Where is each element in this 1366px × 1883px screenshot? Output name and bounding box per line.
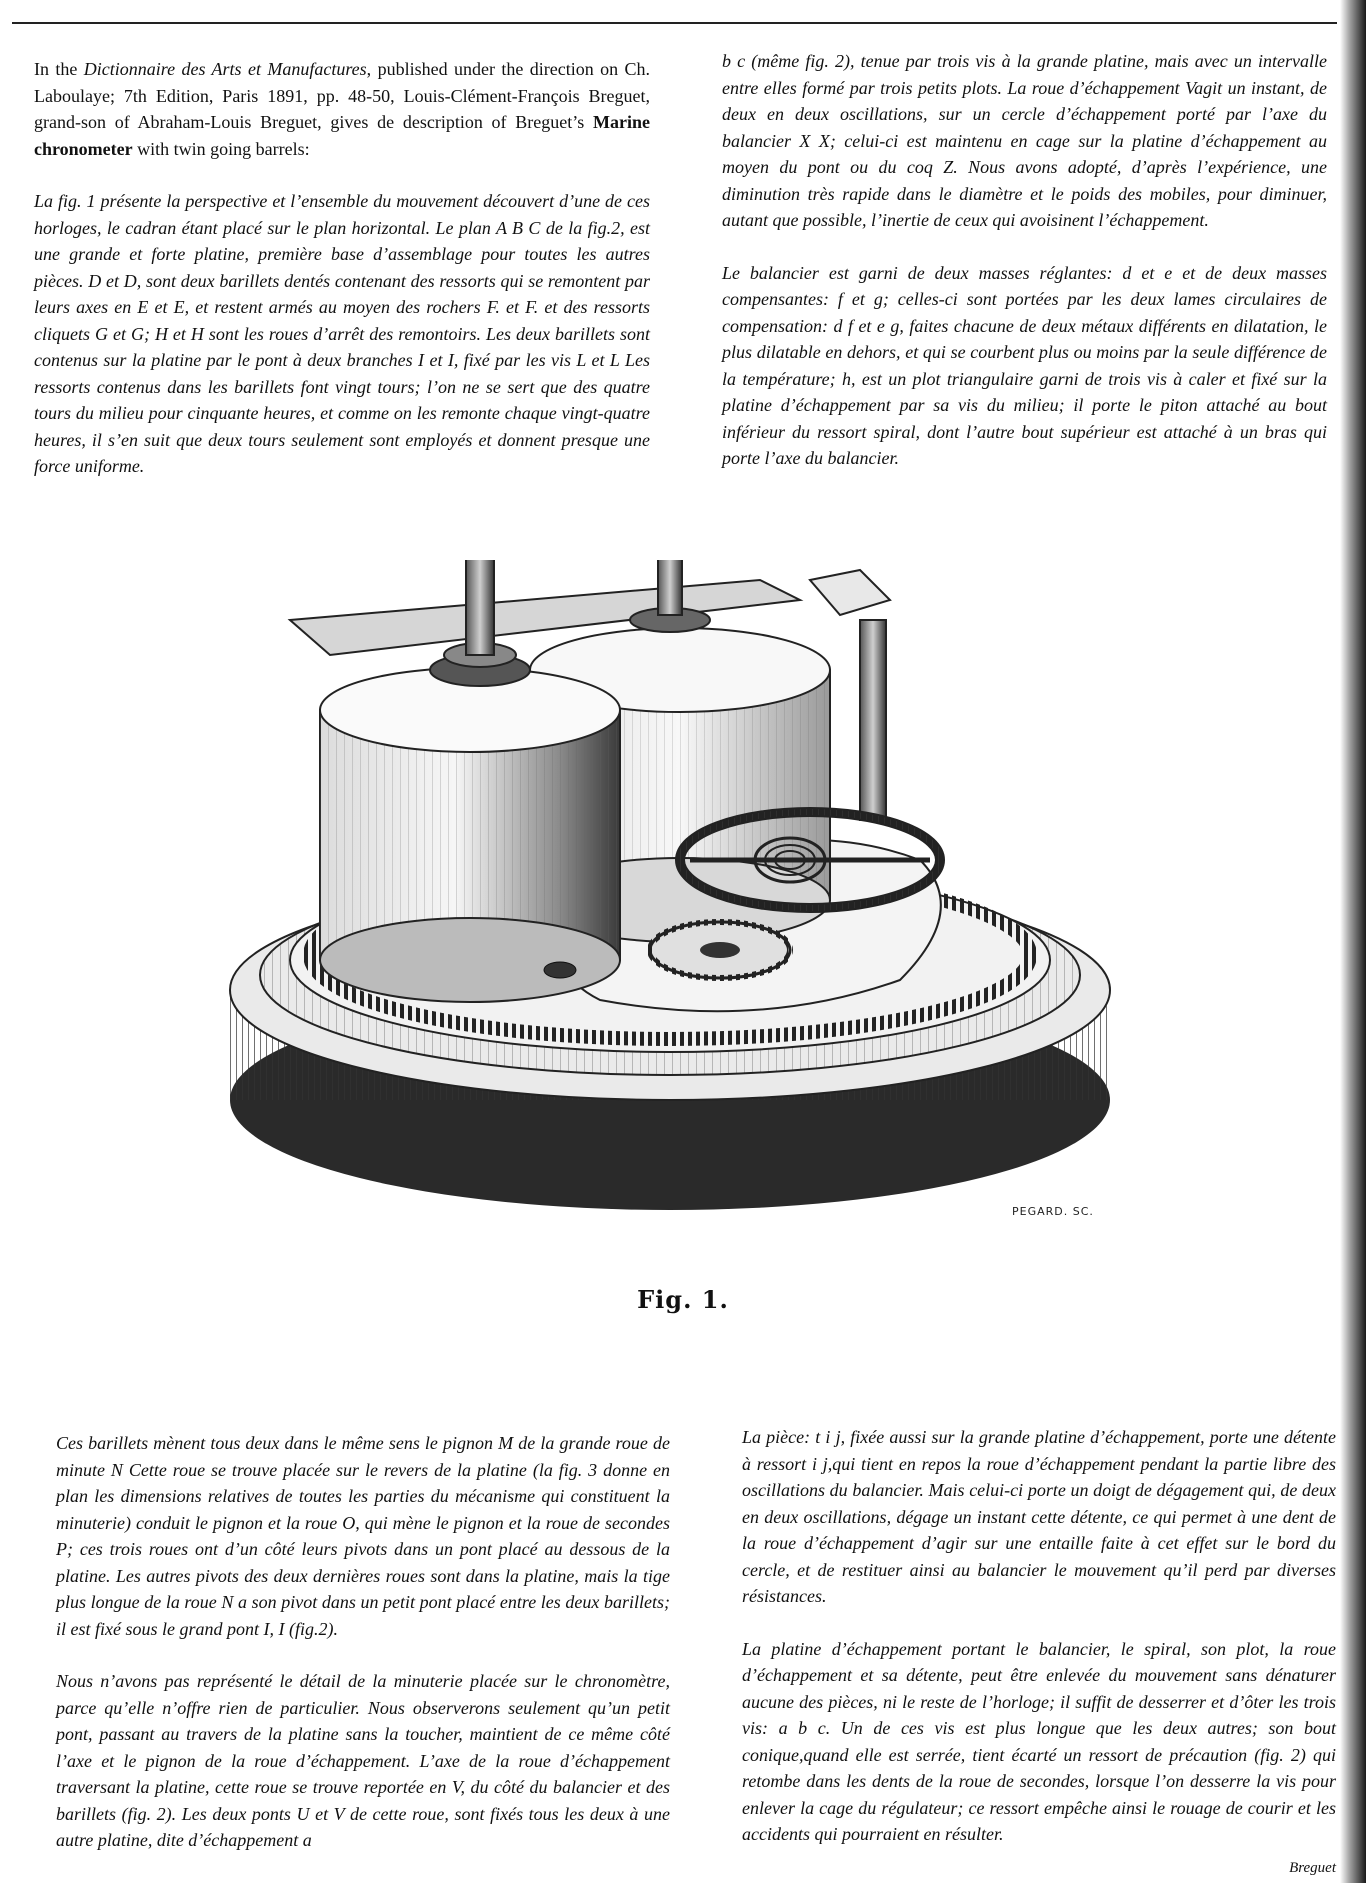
intro-text-1: In the	[34, 59, 84, 79]
figure-caption: Fig. 1.	[637, 1285, 729, 1314]
intro-paragraph	[34, 56, 650, 162]
paragraph-barrels-drive: Ces barillets mènent tous deux dans le même sens le pignon M de la grande roue de minute N Cette roue se trouve placée sur le revers de la platine (la fig. 3 donne en plan les dimensions relatives de toutes les parties du mécanisme qui constituent la minuterie) conduit le pignon et la roue O, qui mène le pignon et la roue de secondes P; ces trois roues ont d’un côté leurs pivots dans un pont placé au dessous de la platine. Les autres pivots des deux dernières roues sont dans la platine, mais la tige plus longue de la roue N a son pivot dans un petit pont placé entre les deux barillets; il est fixé sous le grand pont I, I (fig.2).	[56, 1433, 670, 1639]
column-bottom-right	[742, 1424, 1336, 1874]
intro-bold-term: Marine chronometer	[34, 112, 650, 159]
page-binding-shadow	[1340, 0, 1366, 1883]
paragraph-detent: La pièce: t i j, fixée aussi sur la grande platine d’échappement, porte une détente à ressort i j,qui tient en repos la roue d’échappement pendant la partie libre des oscillations du balancier. Mais celui-ci porte un doigt de dégagement qui, de deux en deux oscillations, dégage un instant cette détente, ce qui permet à une dent de la roue d’échappement d’agir sur une entaille faite à cet effet sur le bord du cercle, et de restituer ainsi au balancier le mouvement qu’il perd par diverses résistances.	[742, 1427, 1336, 1606]
small-plot	[544, 962, 576, 978]
chronometer-illustration	[200, 560, 1180, 1260]
pillar	[860, 620, 886, 820]
engraver-signature: PEGARD. SC.	[1012, 1205, 1094, 1218]
paragraph-fig1-description: La fig. 1 présente la perspective et l’ensemble du mouvement découvert d’une de ces horloges, le cadran étant placé sur le plan horizontal. Le plan A B C de la fig.2, est une grande et forte platine, première base d’assemblage pour toutes les autres pièces. D et D, sont deux barillets dentés contenant des ressorts qui se remontent par leurs axes en E et E, et restent armés au moyen des rochers F. et F. et des ressorts cliquets G et G; H et H sont les roues d’arrêt des remontoirs. Les deux barillets sont contenus sur la platine par le pont à deux branches I et I, fixé par les vis L et L Les ressorts contenus dans les barillets font vingt tours; l’on ne se sert que des quatre tours du milieu pour cinquante heures, et comme on les remonte chaque vingt-quatre heures, il s’en suit que deux tours seulement sont employés et donnent presque une force uniforme.	[34, 191, 650, 476]
barrel-front	[320, 668, 620, 1002]
paragraph-balance: Le balancier est garni de deux masses réglantes: d et e et de deux masses compensantes: f et g; celles-ci sont portées par les deux lames circulaires de compensation: d f et e g, faites chacune de deux métaux différents en dilatation, le plus dilatable en dehors, et qui se courbent plus ou moins par la seule différence de la température; h, est un plot triangulaire garni de trois vis à caler et fixé sur la platine d’échappement par sa vis du milieu; il porte le piton attaché au bout inférieur du ressort spiral, dont l’autre bout supérieur est attaché à un bras qui porte l’axe du balancier.	[722, 262, 1327, 468]
paragraph-minuterie: Nous n’avons pas représenté le détail de la minuterie placée sur le chronomètre, parce qu’elle n’offre rien de particulier. Nous observerons seulement qu’un petit pont, passant au travers de la platine sans la toucher, maintient de ce même côté l’axe et le pignon de la roue d’échappement. L’axe de la roue d’échappement traversant la platine, cette roue se trouve reportée en V, du côté du balancier et des barillets (fig. 2). Les deux ponts U et V de cette roue, sont fixés tous les deux à une autre platine, dite d’échappement a	[56, 1671, 670, 1850]
escape-wheel	[650, 922, 790, 978]
figure-chronometer-engraving	[200, 560, 1180, 1260]
pillar-cap	[810, 570, 890, 615]
page-signature: Breguet	[1289, 1860, 1336, 1876]
column-top-left	[34, 56, 650, 506]
paragraph-escapement-plate: b c (même fig. 2), tenue par trois vis à la grande platine, mais avec un intervalle entre elles formé par trois petits plots. La roue d’échappement Vagit un instant, de deux en deux oscillations, sur un cercle d’échappement porté par l’axe du balancier X X; celui-ci est maintenu en cage sur la platine d’échappement au moyen du pont ou du coq Z. Nous avons adopté, d’après l’expérience, une diminution très rapide dans le diamètre et le poids des mobiles, pour diminuer, autant que possible, l’inertie de ceux qui avoisinent l’échappement.	[722, 51, 1327, 230]
paragraph-removable-plate: La platine d’échappement portant le balancier, le spiral, son plot, la roue d’échappement et sa détente, peut être enlevée du mouvement sans dénaturer aucune des pièces, ni le reste de l’horloge; il suffit de desserrer et d’ôter les trois vis: a b c. Un de ces vis est plus longue que les deux autres; son bout conique,quand elle est serrée, tient écarté un ressort de précaution (fig. 2) qui retombe dans les dents de la roue de secondes, lorsque l’on desserre la vis pour enlever la cage du régulateur; ce ressort empêche ainsi le rouage de courir et les accidents qui pourraient en résulter.	[742, 1638, 1336, 1844]
top-rule	[12, 22, 1337, 24]
intro-text-2: , published under the direction on Ch. Laboulaye; 7th Edition, Paris 1891, pp. 48-50, Louis-Clément-François Breguet, grand-son of Abraham-Louis Breguet, gives de description of Breguet’s	[34, 59, 650, 132]
intro-text-3: with twin going barrels:	[132, 138, 310, 159]
column-top-right	[722, 48, 1327, 498]
intro-dictionary-title: Dictionnaire des Arts et Manufactures	[83, 59, 367, 79]
column-bottom-left	[56, 1430, 670, 1880]
